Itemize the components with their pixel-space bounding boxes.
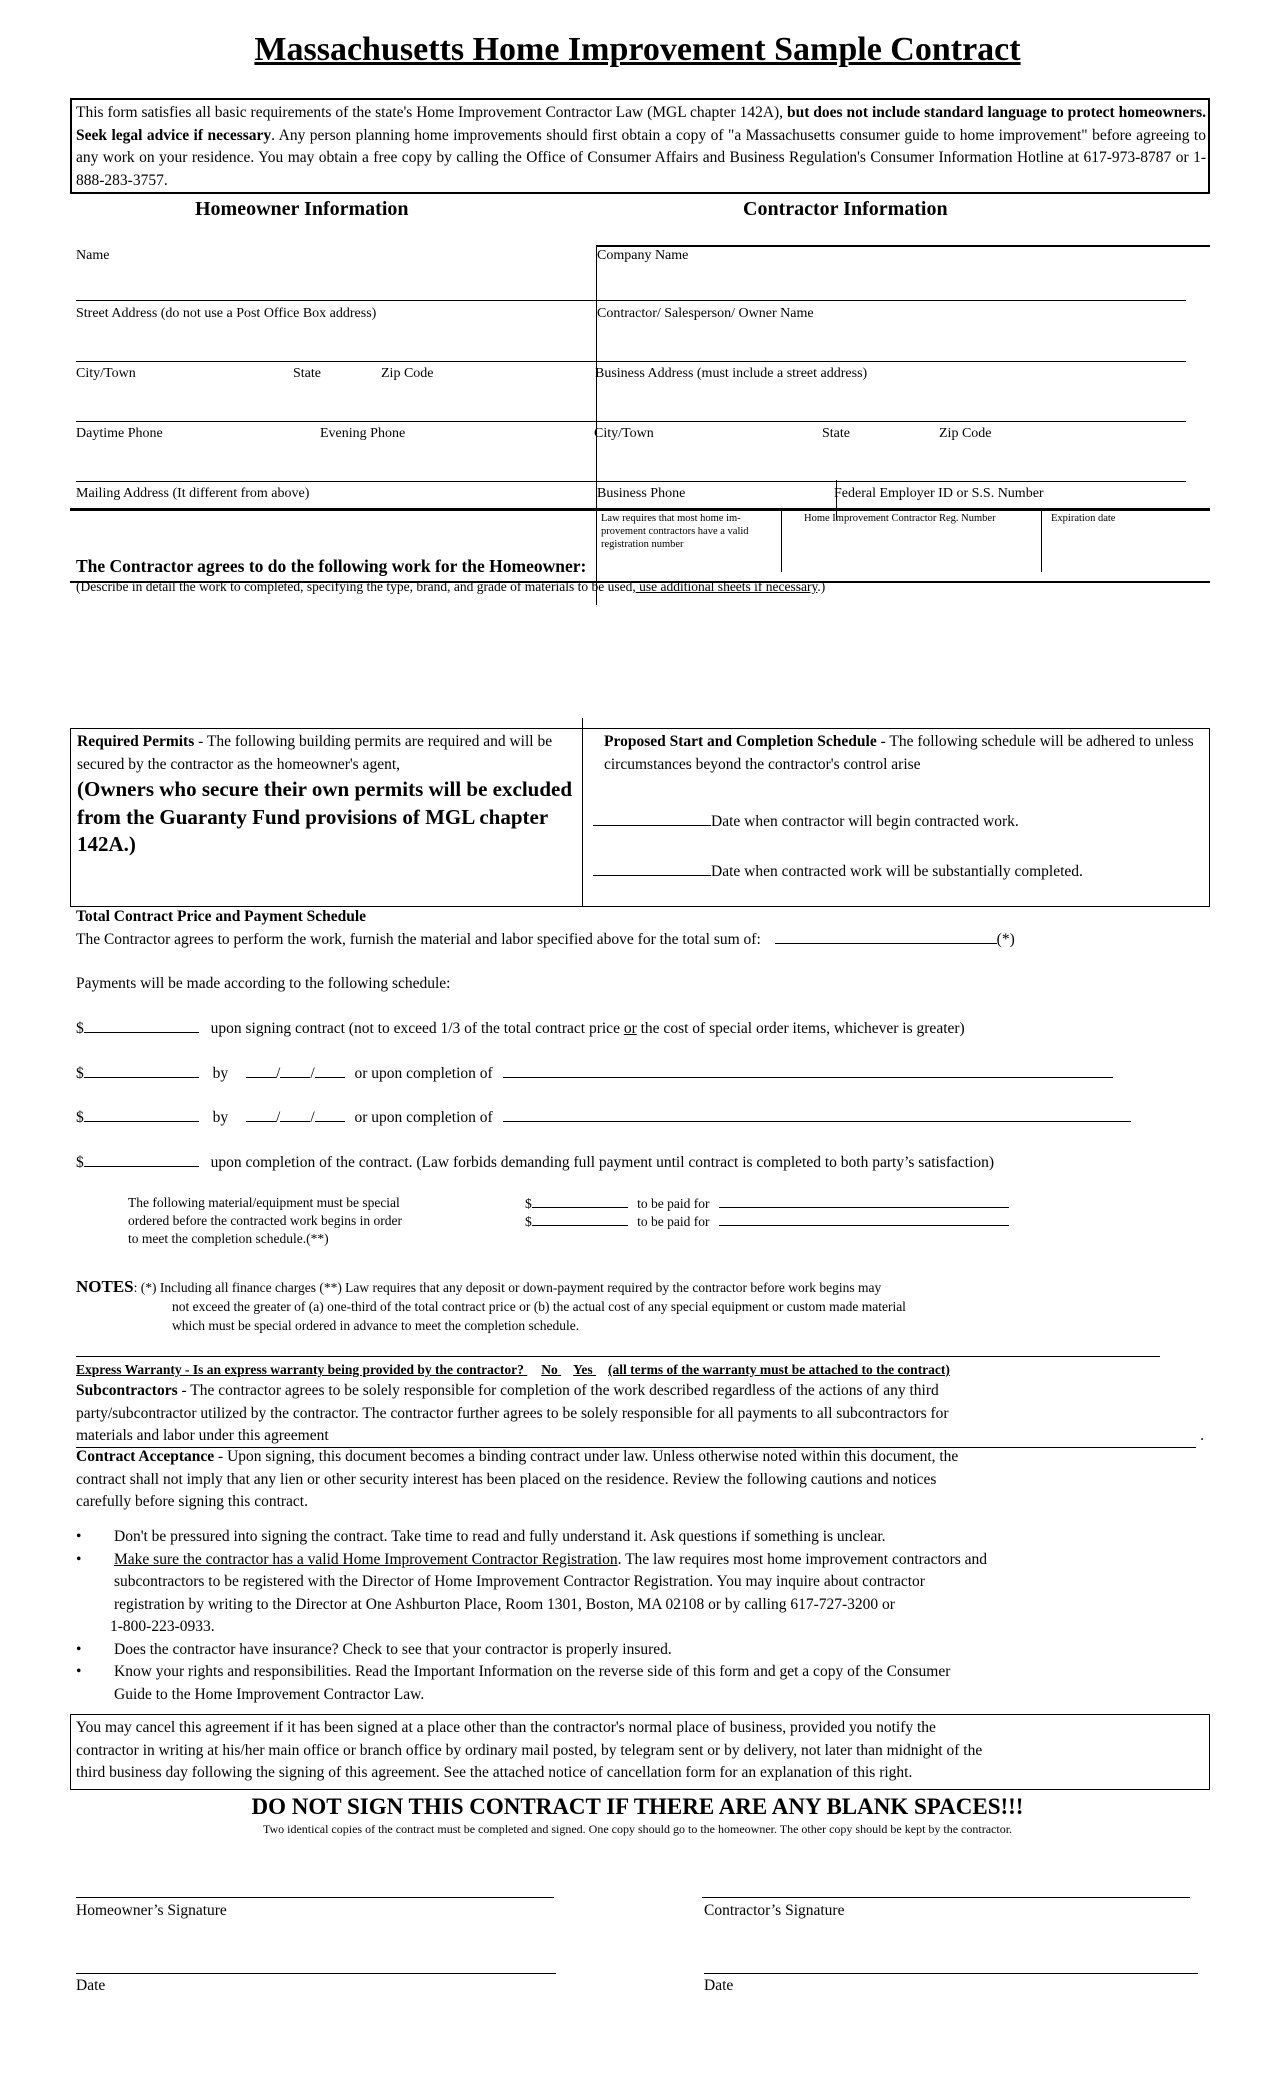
total-sum-row[interactable] (76, 928, 1015, 951)
payment-row-2[interactable] (76, 1062, 1113, 1085)
special-order-line-3: to meet the completion schedule.(**) (128, 1231, 329, 1246)
caution-item (76, 1549, 1216, 1639)
schedule-start-row[interactable] (593, 810, 1019, 833)
homeowner-evephone-label[interactable]: Evening Phone (320, 426, 406, 441)
cancellation-line-1: You may cancel this agreement if it has been signed at a place other than the contractor's normal place of business, provided you notify the (76, 1719, 936, 1736)
caution-text: 1-800-223-0933. (110, 1618, 215, 1635)
subcontractors-line-1: - The contractor agrees to be solely responsible for completion of the work described regardless of the actions of any third (177, 1382, 939, 1399)
complete-date-label: Date when contracted work will be substantially completed. (711, 863, 1083, 880)
special-1-amount[interactable] (532, 1194, 628, 1208)
homeowner-dayphone-label[interactable]: Daytime Phone (76, 426, 163, 441)
reg-divider-2 (1041, 510, 1042, 572)
expiration-label[interactable]: Expiration date (1051, 513, 1116, 524)
work-instructions-underlined: use additional sheets if necessary (635, 579, 818, 594)
schedule-body: - The following schedule will be adhered to unless circumstances beyond the contractor's control arise (604, 733, 1194, 773)
caution-list (76, 1526, 1216, 1706)
payment-3-month[interactable] (246, 1106, 276, 1122)
payment-final-amount[interactable] (84, 1151, 199, 1167)
special-order-text (128, 1194, 402, 1248)
total-sum-label: The Contractor agrees to perform the work, furnish the material and labor specified above for the total sum of: (76, 931, 761, 948)
payment-2-day[interactable] (280, 1062, 310, 1078)
special-order-line-1: The following material/equipment must be special (128, 1195, 400, 1210)
subcontractors-period: . (1200, 1427, 1204, 1444)
payment-2-month[interactable] (246, 1062, 276, 1078)
payment-final-text: upon completion of the contract. (Law forbids demanding full payment until contract is completed to both party’s satisfaction) (210, 1154, 995, 1171)
homeowner-date-label: Date (76, 1977, 106, 1994)
caution-text: subcontractors to be registered with the Director of Home Improvement Contractor Registration. You may inquire about contractor (114, 1573, 925, 1590)
paid-for-label: to be paid for (637, 1196, 710, 1211)
row-rule-3 (76, 421, 1186, 422)
payment-2-year[interactable] (315, 1062, 345, 1078)
warranty-row (76, 1361, 950, 1379)
work-instructions-text: (Describe in detail the work to completed, specifying the type, brand, and grade of materials to be used, (76, 579, 636, 594)
contractor-date-line[interactable] (704, 1973, 1198, 1974)
copies-note: Two identical copies of the contract must be completed and signed. One copy should go to the homeowner. The other copy should be kept by the contractor. (262, 1822, 1013, 1836)
slash: / (276, 1109, 281, 1126)
payment-1-or: or (623, 1020, 637, 1037)
notes-label: NOTES (76, 1277, 134, 1296)
contractor-fein-label[interactable]: Federal Employer ID or S.S. Number (834, 486, 1044, 501)
acceptance-section (76, 1446, 958, 1514)
cancellation-text (76, 1717, 982, 1785)
payment-3-milestone[interactable] (503, 1106, 1131, 1122)
acceptance-line-1: - Upon signing, this document becomes a binding contract under law. Unless otherwise noted within this document, the (214, 1448, 959, 1465)
intro-part1: This form satisfies all basic requirements of the state's Home Improvement Contractor Law (MGL chapter 142A), (76, 104, 787, 121)
bullet-icon: • (76, 1663, 82, 1680)
notes-rule (76, 1356, 1160, 1357)
blank-spaces-warning: DO NOT SIGN THIS CONTRACT IF THERE ARE ANY BLANK SPACES!!! (251, 1794, 1024, 1819)
special-2-item[interactable] (719, 1212, 1009, 1226)
homeowner-signature-line[interactable] (76, 1897, 554, 1898)
homeowner-state-label[interactable]: State (293, 366, 321, 381)
reg-divider-1 (781, 510, 782, 572)
slash: / (276, 1065, 281, 1082)
caution-text: Does the contractor have insurance? Check to see that your contractor is properly insured. (114, 1640, 672, 1658)
total-sum-mark: (*) (996, 931, 1015, 948)
special-order-line-2: ordered before the contracted work begins in order (128, 1213, 403, 1228)
special-order-row-1[interactable] (525, 1194, 1009, 1213)
start-date-label: Date when contractor will begin contracted work. (711, 813, 1019, 830)
slash: / (310, 1065, 315, 1082)
or-upon-label: or upon completion of (354, 1065, 493, 1082)
reg-number-label[interactable]: Home Improvement Contractor Reg. Number (804, 513, 996, 524)
schedule-complete-row[interactable] (593, 860, 1083, 883)
work-instructions-end: .) (817, 579, 826, 594)
dollar-sign: $ (525, 1214, 532, 1229)
permits-schedule-divider (582, 718, 583, 907)
homeowner-street-label[interactable]: Street Address (do not use a Post Office Box address) (76, 306, 377, 321)
price-heading: Total Contract Price and Payment Schedule (76, 908, 367, 925)
special-order-row-2[interactable] (525, 1212, 1009, 1231)
payment-row-1[interactable] (76, 1017, 965, 1040)
payment-1-text-b: the cost of special order items, whichever is greater) (636, 1020, 965, 1037)
payment-2-milestone[interactable] (503, 1062, 1113, 1078)
dollar-sign: $ (76, 1020, 84, 1037)
homeowner-zip-label[interactable]: Zip Code (381, 366, 434, 381)
dollar-sign: $ (525, 1196, 532, 1211)
work-heading: The Contractor agrees to do the following work for the Homeowner: (76, 556, 587, 576)
by-label: by (212, 1065, 229, 1082)
permits-heading: Required Permits (77, 733, 195, 750)
warranty-question: Express Warranty - Is an express warranty being provided by the contractor? (76, 1362, 524, 1377)
by-label: by (212, 1109, 229, 1126)
caution-text: Don't be pressured into signing the contract. Take time to read and fully understand it. Ask questions if something is unclear. (114, 1528, 886, 1545)
intro-text (76, 102, 1206, 192)
complete-date-blank[interactable] (593, 860, 711, 876)
contractor-date-label: Date (704, 1977, 734, 1994)
permits-body: - The following building permits are required and will be secured by the contractor as the homeowner's agent, (77, 733, 553, 773)
notes-line-1: : (*) Including all finance charges (**) Law requires that any deposit or down-payment required by the contractor before work begins may (133, 1280, 882, 1295)
schedule-intro: Payments will be made according to the following schedule: (76, 975, 451, 992)
caution-item (76, 1661, 1216, 1706)
caution-item (76, 1639, 1216, 1662)
info-bottom-rule (70, 508, 1210, 511)
intro-bold: but does not include standard language to protect homeowners. Seek legal advice if necessary (76, 104, 1206, 144)
cancellation-line-3: third business day following the signing of this agreement. See the attached notice of cancellation form for an explanation of this right. (76, 1764, 913, 1781)
contractor-owner-label[interactable]: Contractor/ Salesperson/ Owner Name (597, 306, 814, 321)
page-title: Massachusetts Home Improvement Sample Contract (254, 31, 1021, 68)
subcontractors-line-3: materials and labor under this agreement (76, 1427, 329, 1444)
work-description-area[interactable] (76, 598, 1206, 710)
permits-warning: (Owners who secure their own permits will be excluded from the Guaranty Fund provisions of MGL chapter 142A.) (77, 777, 573, 856)
bullet-icon: • (76, 1550, 82, 1568)
contractor-company-label[interactable]: Company Name (597, 248, 689, 263)
contractor-city-label[interactable]: City/Town (594, 426, 654, 441)
payment-row-3[interactable] (76, 1106, 1131, 1129)
homeowner-name-label[interactable]: Name (76, 248, 110, 263)
acceptance-heading: Contract Acceptance (76, 1448, 215, 1465)
payment-1-text: upon signing contract (not to exceed 1/3 of the total contract price (210, 1020, 624, 1037)
warranty-yes-option[interactable]: Yes (573, 1362, 593, 1377)
paid-for-label: to be paid for (637, 1214, 710, 1229)
caution-text: registration by writing to the Director at One Ashburton Place, Room 1301, Boston, MA 02108 or by calling 617-727-3200 or (114, 1595, 895, 1613)
bullet-icon: • (76, 1528, 82, 1545)
homeowner-signature-label: Homeowner’s Signature (76, 1902, 227, 1919)
homeowner-city-label[interactable]: City/Town (76, 366, 136, 381)
acceptance-line-2: contract shall not imply that any lien or other security interest has been placed on the residence. Review the following cautions and notices (76, 1470, 937, 1488)
payment-2-amount[interactable] (84, 1062, 199, 1078)
schedule-text (604, 731, 1204, 776)
homeowner-mailing-label[interactable]: Mailing Address (It different from above) (76, 486, 310, 501)
registration-callout: Make sure the contractor has a valid Home Improvement Contractor Registration (114, 1550, 618, 1568)
slash: / (310, 1109, 315, 1126)
payment-3-day[interactable] (280, 1106, 310, 1122)
notes-line-2: not exceed the greater of (a) one-third of the total contract price or (b) the actual cost of any special equipment or custom made material (172, 1299, 906, 1314)
payment-row-final[interactable] (76, 1151, 994, 1174)
subcontractors-line-2: party/subcontractor utilized by the contractor. The contractor further agrees to be solely responsible for all payments to all subcontractors for (76, 1404, 949, 1422)
total-sum-blank[interactable] (775, 928, 997, 944)
notes-line-3: which must be special ordered in advance to meet the completion schedule. (172, 1318, 580, 1333)
contractor-address-label[interactable]: Business Address (must include a street address) (595, 366, 868, 381)
caution-text: . The law requires most home improvement contractors and (617, 1550, 988, 1568)
caution-text: Know your rights and responsibilities. Read the Important Information on the reverse side of this form and get a copy of the Consumer (114, 1663, 951, 1680)
homeowner-date-line[interactable] (76, 1973, 556, 1974)
warranty-terms-note: (all terms of the warranty must be attached to the contract) (608, 1362, 950, 1377)
contractor-phone-label[interactable]: Business Phone (597, 486, 686, 501)
row-rule-1 (76, 300, 1186, 301)
subcontractors-heading: Subcontractors (76, 1382, 178, 1399)
start-date-blank[interactable] (593, 810, 711, 826)
or-upon-label: or upon completion of (354, 1109, 493, 1126)
acceptance-line-3: carefully before signing this contract. (76, 1493, 308, 1510)
cancellation-line-2: contractor in writing at his/her main office or branch office by ordinary mail posted, by telegram sent or by delivery, not later than midnight of the (76, 1741, 983, 1759)
payment-1-amount[interactable] (84, 1017, 199, 1033)
subcontractors-section (76, 1380, 1204, 1448)
registration-law-note: Law requires that most home im-provement contractors have a valid registration number (601, 513, 749, 550)
dollar-sign: $ (76, 1065, 84, 1082)
permits-text (77, 731, 577, 776)
contractor-heading: Contractor Information (743, 198, 948, 220)
contractor-zip-label[interactable]: Zip Code (939, 426, 992, 441)
special-1-item[interactable] (719, 1194, 1009, 1208)
caution-item (76, 1526, 1216, 1549)
work-instructions (76, 579, 825, 595)
homeowner-heading: Homeowner Information (195, 198, 409, 220)
schedule-heading: Proposed Start and Completion Schedule (604, 733, 877, 750)
bullet-icon: • (76, 1640, 82, 1658)
warranty-no-option[interactable]: No (541, 1362, 558, 1377)
dollar-sign: $ (76, 1154, 84, 1171)
contractor-signature-line[interactable] (702, 1897, 1190, 1898)
special-2-amount[interactable] (532, 1212, 628, 1226)
row-rule-4 (76, 481, 1186, 482)
caution-text: Guide to the Home Improvement Contractor Law. (114, 1685, 425, 1703)
contractor-state-label[interactable]: State (822, 426, 850, 441)
notes (76, 1277, 906, 1335)
payment-3-amount[interactable] (84, 1106, 199, 1122)
contractor-signature-label: Contractor’s Signature (704, 1902, 845, 1919)
intro-part2: . Any person planning home improvements should first obtain a copy of "a Massachusetts consumer guide to home improvement" before agreeing to any work on your residence. You may obtain a free copy by calling the Office of Consumer Affairs and Business Regulation's Consumer Information Hotline at 617-973-8787 or 1-888-283-3757. (76, 126, 1206, 189)
dollar-sign: $ (76, 1109, 84, 1126)
row-rule-2 (76, 361, 1186, 362)
payment-3-year[interactable] (315, 1106, 345, 1122)
